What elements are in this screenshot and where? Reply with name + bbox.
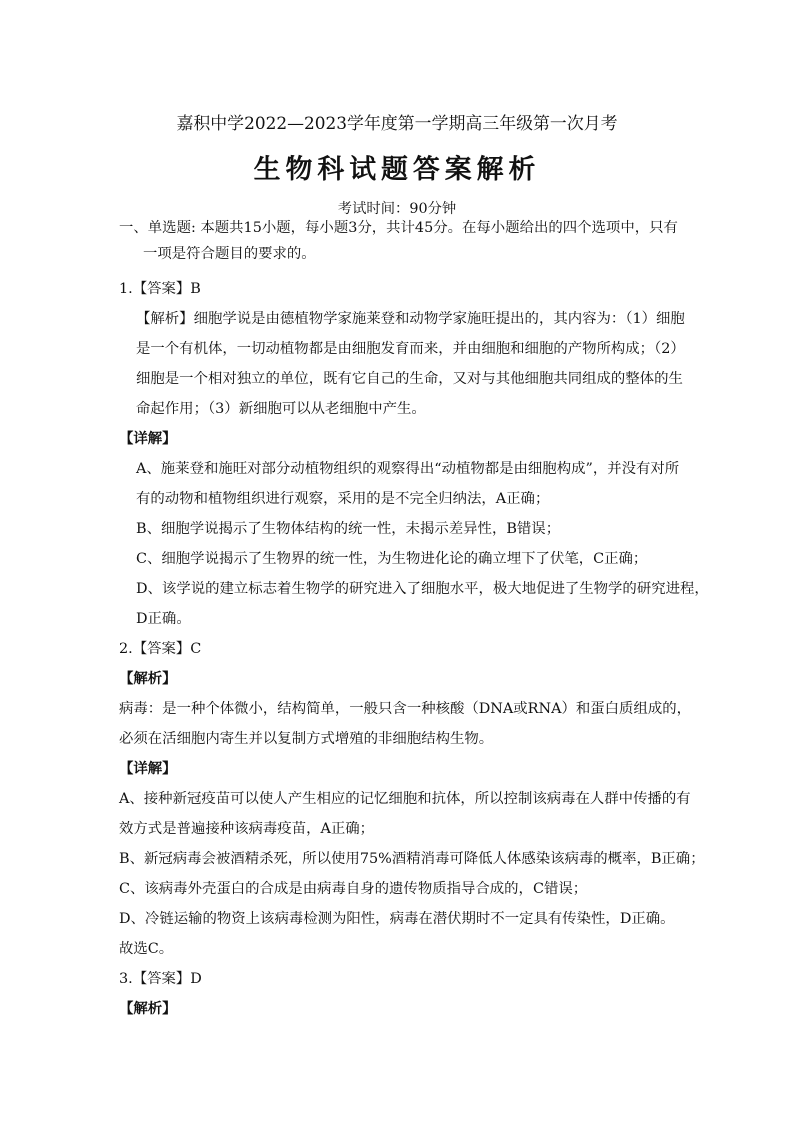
- q1-detail-line: 有的动物和植物组织进行观察，采用的是不完全归纳法，A正确；: [136, 491, 550, 507]
- section-instruction-line-1: 一、单选题: 本题共15小题，每小题3分，共计45分。在每小题给出的四个选项中，只有: [119, 220, 678, 236]
- q2-detail-line: 故选C。: [119, 941, 174, 957]
- q1-analysis-line: 是一个有机体，一切动植物都是由细胞发育而来，并由细胞和细胞的产物所构成；（2）: [136, 341, 685, 357]
- q2-detail-line: 效方式是普遍接种该病毒疫苗，A正确；: [119, 821, 375, 837]
- q1-detail-line: D、该学说的建立标志着生物学的研究进入了细胞水平，极大地促进了生物学的研究进程，: [136, 581, 709, 597]
- q2-detail-line: C、该病毒外壳蛋白的合成是由病毒自身的遗传物质指导合成的，C错误；: [119, 881, 588, 897]
- q1-answer: 1.【答案】B: [119, 281, 201, 297]
- q2-detail-line: A、接种新冠疫苗可以使人产生相应的记忆细胞和抗体，所以控制该病毒在人群中传播的有: [119, 791, 691, 807]
- q3-answer: 3.【答案】D: [119, 971, 202, 987]
- q1-detail-line: A、施莱登和施旺对部分动植物组织的观察得出“动植物都是由细胞构成”，并没有对所: [136, 461, 680, 477]
- q1-detail-line: C、细胞学说揭示了生物界的统一性，为生物进化论的确立埋下了伏笔，C正确；: [136, 551, 648, 567]
- school-exam-heading: 嘉积中学2022—2023学年度第一学期高三年级第一次月考: [176, 113, 618, 133]
- q1-analysis-line: 细胞是一个相对独立的单位，既有它自己的生命，又对与其他细胞共同组成的整体的生: [136, 371, 683, 387]
- q1-detail-heading: 【详解】: [119, 430, 177, 447]
- q1-detail-line: D正确。: [136, 611, 191, 627]
- q2-detail-line: B、新冠病毒会被酒精杀死，所以使用75%酒精消毒可降低人体感染该病毒的概率，B正确；: [119, 851, 705, 867]
- q2-analysis-heading: 【解析】: [119, 670, 177, 687]
- exam-time: 考试时间：90分钟: [337, 201, 457, 217]
- q2-analysis-line: 病毒：是一种个体微小，结构简单，一般只含一种核酸（DNA或RNA）和蛋白质组成的，: [119, 701, 692, 717]
- q2-answer: 2.【答案】C: [119, 641, 202, 657]
- q1-detail-line: B、细胞学说揭示了生物体结构的统一性，未揭示差异性，B错误；: [136, 521, 561, 537]
- q1-analysis-line: 【解析】细胞学说是由德植物学家施莱登和动物学家施旺提出的，其内容为：（1）细胞: [136, 311, 685, 327]
- q1-analysis-line: 命起作用；（3）新细胞可以从老细胞中产生。: [136, 401, 426, 417]
- page-title: 生物科试题答案解析: [253, 154, 541, 185]
- q2-detail-line: D、冷链运输的物资上该病毒检测为阳性，病毒在潜伏期时不一定具有传染性，D正确。: [119, 911, 675, 927]
- q2-analysis-line: 必须在活细胞内寄生并以复制方式增殖的非细胞结构生物。: [119, 731, 494, 747]
- q3-analysis-heading: 【解析】: [119, 1000, 177, 1017]
- section-instruction-line-2: 一项是符合题目的要求的。: [143, 246, 316, 262]
- q2-detail-heading: 【详解】: [119, 760, 177, 777]
